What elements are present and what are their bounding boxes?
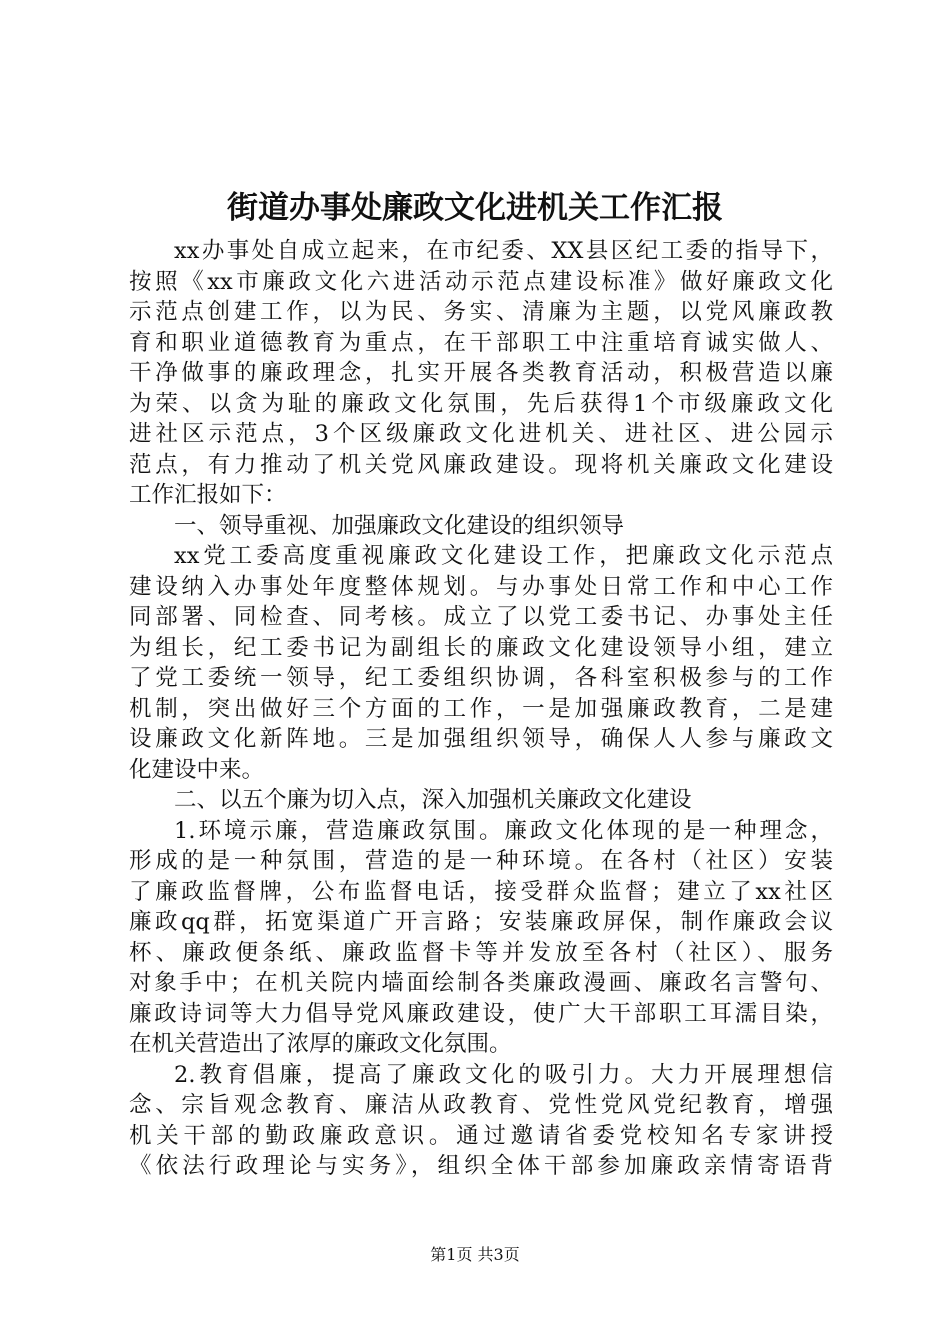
- body-text-line: 2.教育倡廉，提高了廉政文化的吸引力。大力开展理想信: [174, 1061, 833, 1088]
- body-text-line: 设廉政文化新阵地。三是加强组织领导，确保人人参与廉政文: [129, 726, 833, 752]
- body-text-line: xx办事处自成立起来，在市纪委、XX县区纪工委的指导下，: [174, 238, 833, 264]
- body-text-line: 念、宗旨观念教育、廉洁从政教育、党性党风党纪教育，增强: [129, 1092, 833, 1118]
- body-text-line: xx党工委高度重视廉政文化建设工作，把廉政文化示范点: [174, 543, 833, 569]
- body-text-line: 干净做事的廉政理念，扎实开展各类教育活动，积极营造以廉: [129, 360, 833, 386]
- body-text-line: 建设纳入办事处年度整体规划。与办事处日常工作和中心工作: [129, 573, 833, 600]
- document-title: 街道办事处廉政文化进机关工作汇报: [227, 190, 723, 226]
- body-text-line: 了廉政监督牌，公布监督电话，接受群众监督；建立了xx社区: [129, 878, 833, 905]
- body-text-line: 1.环境示廉，营造廉政氛围。廉政文化体现的是一种理念，: [174, 817, 833, 844]
- body-text-line: 示范点创建工作，以为民、务实、清廉为主题，以党风廉政教: [129, 299, 833, 325]
- body-text-line: 机制，突出做好三个方面的工作，一是加强廉政教育，二是建: [129, 695, 833, 722]
- body-text-line: 工作汇报如下：: [129, 482, 287, 508]
- body-text-line: 为组长，纪工委书记为副组长的廉政文化建设领导小组，建立: [129, 634, 833, 661]
- body-text-line: 同部署、同检查、同考核。成立了以党工委书记、办事处主任: [129, 604, 833, 630]
- body-text-line: 形成的是一种氛围，营造的是一种环境。在各村（社区）安装: [129, 848, 833, 874]
- body-text-line: 在机关营造出了浓厚的廉政文化氛围。: [129, 1031, 512, 1057]
- body-text-line: 对象手中；在机关院内墙面绘制各类廉政漫画、廉政名言警句、: [129, 970, 833, 996]
- body-text-line: 育和职业道德教育为重点，在干部职工中注重培育诚实做人、: [129, 329, 833, 356]
- body-text-line: 了党工委统一领导，纪工委组织协调，各科室积极参与的工作: [129, 665, 833, 691]
- body-text-line: 进社区示范点，3个区级廉政文化进机关、进社区、进公园示: [129, 421, 833, 447]
- section-heading: 二、以五个廉为切入点，深入加强机关廉政文化建设: [174, 787, 692, 813]
- body-text-line: 范点，有力推动了机关党风廉政建设。现将机关廉政文化建设: [129, 451, 833, 478]
- body-text-line: 廉政诗词等大力倡导党风廉政建设，使广大干部职工耳濡目染，: [129, 1000, 833, 1027]
- body-text-line: 按照《xx市廉政文化六进活动示范点建设标准》做好廉政文化: [129, 268, 833, 295]
- document-body: [129, 236, 833, 1182]
- body-text-line: 机关干部的勤政廉政意识。通过邀请省委党校知名专家讲授: [129, 1122, 833, 1149]
- body-text-line: 杯、廉政便条纸、廉政监督卡等并发放至各村（社区）、服务: [129, 939, 833, 966]
- section-heading: 一、领导重视、加强廉政文化建设的组织领导: [174, 512, 625, 539]
- body-text-line: 化建设中来。: [129, 756, 265, 783]
- body-text-line: 为荣、以贪为耻的廉政文化氛围，先后获得1个市级廉政文化: [129, 390, 833, 417]
- page-footer: 第1页 共3页: [430, 1245, 520, 1264]
- body-text-line: 廉政qq群，拓宽渠道广开言路；安装廉政屏保，制作廉政会议: [129, 909, 833, 935]
- body-text-line: 《依法行政理论与实务》，组织全体干部参加廉政亲情寄语背: [129, 1153, 833, 1179]
